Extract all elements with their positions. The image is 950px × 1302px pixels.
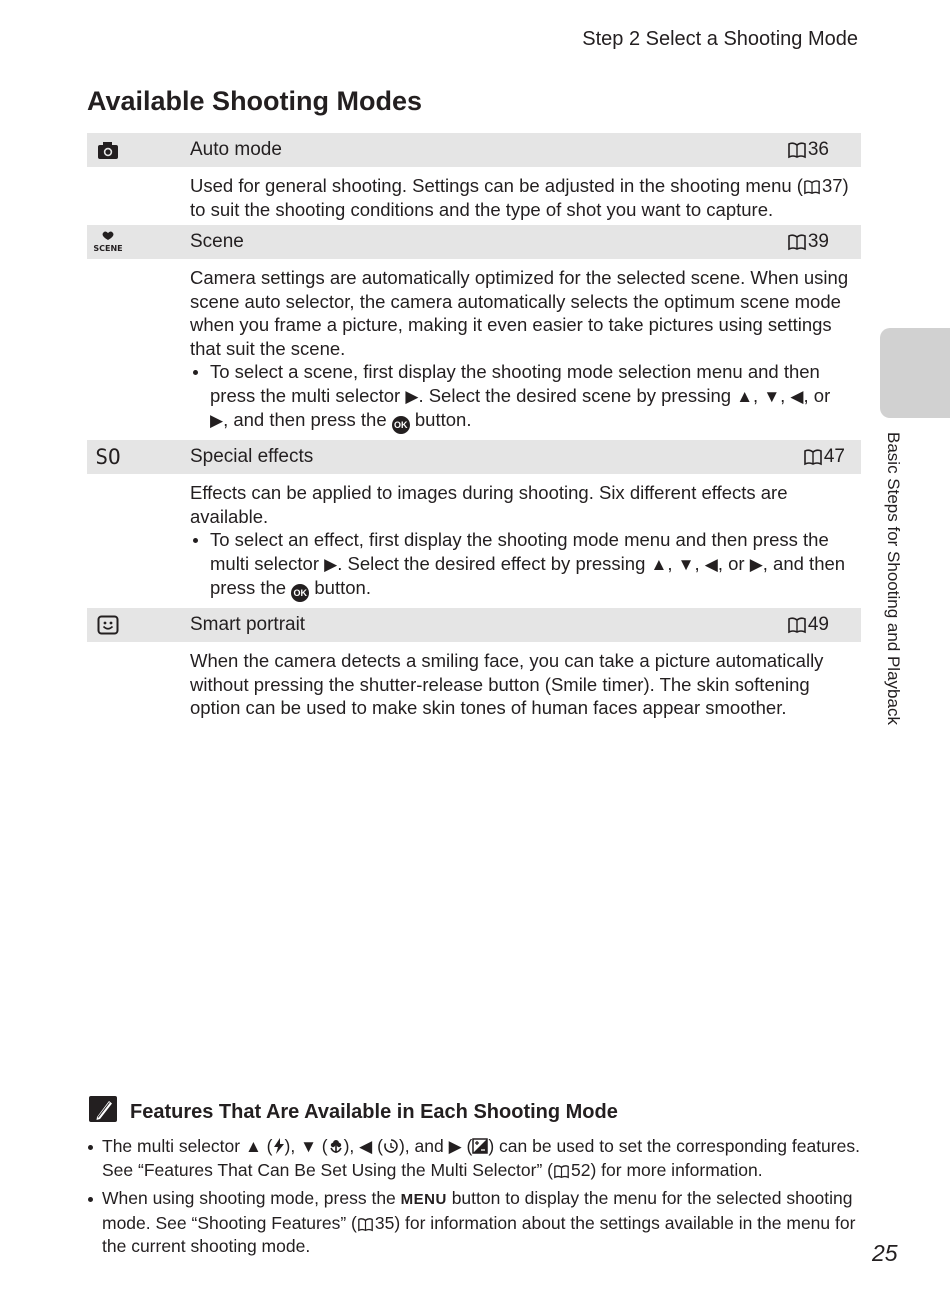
features-title: Features That Are Available in Each Shooting Mode [130, 1101, 618, 1123]
right-arrow-icon: ▶ [405, 386, 419, 406]
mode-name: Special effects [190, 446, 314, 467]
mode-name: Smart portrait [190, 614, 306, 635]
running-header: Step 2 Select a Shooting Mode [582, 28, 858, 50]
self-timer-icon [383, 1138, 399, 1154]
right-arrow-icon: ▶ [324, 554, 338, 574]
mode-description-auto: Used for general shooting. Settings can be adjusted in the shooting menu ( 37) to suit the shooting conditions and the type of shot you want to capture. [190, 175, 849, 220]
down-arrow-icon: ▼ [763, 386, 781, 406]
left-arrow-icon: ◀ [359, 1137, 373, 1156]
mode-row-auto [87, 133, 861, 167]
list-item: To select a scene, first display the shooting mode selection menu and then press the multi selector ▶. Select the desired scene by pressing ▲, ▼, ◀, or ▶, and then press the OK button. [190, 360, 853, 434]
book-icon [803, 179, 821, 195]
mode-row-scene [87, 225, 861, 259]
right-arrow-icon: ▶ [749, 554, 763, 574]
menu-button-icon: MENU [400, 1191, 447, 1208]
page-reference: 49 [787, 614, 829, 636]
ok-button-icon: OK [392, 416, 410, 434]
shooting-modes-table [87, 133, 861, 726]
chapter-tab [880, 328, 950, 418]
page-reference: 36 [787, 139, 829, 161]
up-arrow-icon: ▲ [650, 554, 668, 574]
up-arrow-icon: ▲ [244, 1137, 262, 1156]
mode-name: Auto mode [190, 139, 282, 160]
down-arrow-icon: ▼ [300, 1137, 317, 1156]
left-arrow-icon: ◀ [790, 386, 804, 406]
book-icon [787, 233, 807, 251]
chapter-tab-label: Basic Steps for Shooting and Playback [884, 432, 903, 725]
book-icon [787, 141, 807, 159]
features-note [87, 1096, 861, 1264]
up-arrow-icon: ▲ [736, 386, 754, 406]
left-arrow-icon: ◀ [704, 554, 718, 574]
list-item: When using shooting mode, press the MENU button to display the menu for the selected shooting mode. See “Shooting Features” ( 35) for information about the settings available in the menu for the current shooting mode. [87, 1187, 861, 1259]
mode-description-special-effects: Effects can be applied to images during shooting. Six different effects are available. To select an effect, first display the shooting mode menu and then press the multi selector ▶. Select the desired effect by pressing ▲, ▼, ◀, or ▶, and then press the OK button. [87, 474, 861, 608]
book-icon [553, 1164, 570, 1179]
list-item: The multi selector ▲ ( ), ▼ ( ), ◀ ( ), and ▶ ( ) can be used to set the corresponding features. See “Features That Can Be Set Using the Multi Selector” ( 52) for more information. [87, 1135, 861, 1182]
right-arrow-icon: ▶ [210, 411, 224, 430]
exposure-compensation-icon [472, 1138, 488, 1154]
macro-flower-icon [328, 1138, 344, 1154]
page-reference: 47 [803, 446, 845, 468]
down-arrow-icon: ▼ [677, 554, 695, 574]
smart-portrait-icon [95, 613, 121, 637]
pencil-note-icon [89, 1096, 117, 1122]
mode-row-smart-portrait [87, 608, 861, 642]
camera-icon [95, 138, 121, 162]
page-number: 25 [872, 1240, 898, 1266]
special-effects-icon: SO [95, 445, 121, 469]
list-item: To select an effect, first display the shooting mode menu and then press the multi selector ▶. Select the desired effect by pressing ▲, ▼, ◀, or ▶, and then press the OK button. [190, 528, 853, 602]
page-reference: 39 [787, 231, 829, 253]
svg-text:SCENE: SCENE [93, 244, 123, 253]
book-icon [787, 616, 807, 634]
ok-button-icon: OK [291, 584, 309, 602]
book-icon [357, 1217, 374, 1232]
book-icon [803, 448, 823, 466]
mode-name: Scene [190, 231, 244, 252]
mode-description-smart-portrait: When the camera detects a smiling face, you can take a picture automatically without pressing the shutter-release button (Smile timer). The skin softening option can be used to make skin tones of human faces appear smoother. [190, 650, 824, 718]
mode-row-special-effects [87, 440, 861, 474]
right-arrow-icon: ▶ [448, 1137, 462, 1156]
scene-icon [95, 230, 121, 254]
page-title: Available Shooting Modes [87, 86, 423, 116]
flash-icon [273, 1138, 285, 1154]
mode-description-scene: Camera settings are automatically optimized for the selected scene. When using scene auto selector, the camera automatically selects the optimum scene mode when you frame a picture, making it even easier to take pictures using settings that suit the scene. To select a scene, first display the shooting mode selection menu and then press the multi selector ▶. Select the desired scene by pressing ▲, ▼, ◀, or ▶, and then press the OK button. [87, 259, 861, 440]
